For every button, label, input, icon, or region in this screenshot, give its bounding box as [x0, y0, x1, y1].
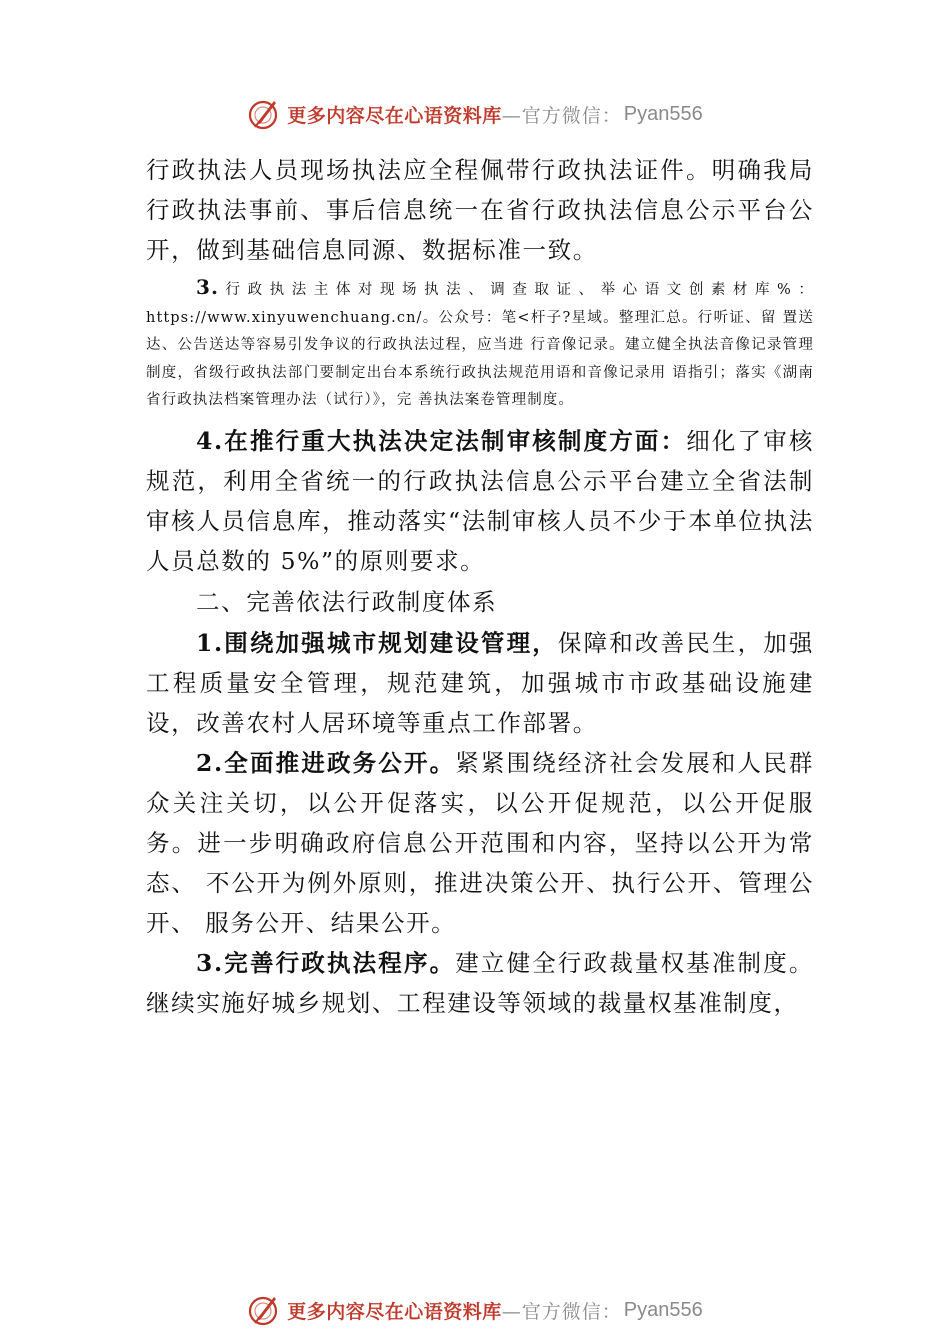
paragraph-3-lead: 4.在推行重大执法决定法制审核制度方面： [196, 426, 687, 455]
paragraph-1: 行政执法人员现场执法应全程佩带行政执法证件。明确我局行政执法事前、事后信息统一在省行政执法信息公示平台公开，做到基础信息同源、数据标准一致。 [146, 156, 814, 264]
document-body [146, 150, 814, 1023]
banner-account: Pyan556 [623, 102, 703, 125]
paragraph-5-text: 紧紧围绕经济社会发展和人民群众关注关切，以公开促落实，以公开促规范，以公开促服务。进一步明确政府信息公开范围和内容，坚持以公开为常态、 不公开为例外原则，推进决策公开、执行公开、管理公开、 服务公开、结果公开。 [146, 748, 814, 937]
paragraph-4 [146, 623, 814, 743]
quill-logo-icon [247, 1293, 281, 1327]
paragraph-6 [146, 943, 814, 1023]
banner-wechat-label: —官方微信： [501, 1300, 622, 1323]
paragraph-4-text: 保障和改善民生，加强工程质量安全管理，规范建筑，加强城市市政基础设施建设，改善农村人居环境等重点工作部署。 [146, 628, 814, 737]
banner-wechat-label: —官方微信： [501, 104, 622, 127]
paragraph-6-lead: 3.完善行政执法程序。 [196, 948, 456, 977]
paragraph-2-text: 行政执法主体对现场执法、调查取证、举心语文创素材库%：https://www.xinyuwenchuang.cn/。公众号：笔<杆子?星域。整理汇总。行听证、留 置送达、公告送达等容易引发争议的行政执法过程，应当进 行音像记录。建立健全执法音像记录管理制度，省级行政执法部门要制定出台本系统行政执法规范用语和音像记录用 语指引；落实《湖南省行政执法档案管理办法（试行）》，完 善执法案卷管理制度。 [146, 282, 814, 408]
header-banner [0, 94, 950, 134]
paragraph-5-lead: 2.全面推进政务公开。 [196, 748, 456, 777]
banner-account: Pyan556 [623, 1298, 703, 1321]
paragraph-3-text: 细化了审核规范，利用全省统一的行政执法信息公示平台建立全省法制审核人员信息库，推动落实“法制审核人员不少于本单位执法人员总数的 5%”的原则要求。 [146, 426, 814, 575]
paragraph-2 [146, 274, 814, 415]
quill-logo-icon [247, 97, 281, 131]
paragraph-6-text: 建立健全行政裁量权基准制度。继续实施好城乡规划、工程建设等领域的裁量权基准制度， [146, 948, 814, 1017]
banner-title: 更多内容尽在心语资料库 [287, 104, 502, 127]
paragraph-4-lead: 1.围绕加强城市规划建设管理， [196, 628, 558, 657]
footer-banner [0, 1290, 950, 1330]
banner-title: 更多内容尽在心语资料库 [287, 1300, 502, 1323]
paragraph-2-number: 3. [196, 275, 220, 299]
section-heading: 二、完善依法行政制度体系 [196, 587, 498, 616]
paragraph-5 [146, 743, 814, 943]
paragraph-3 [146, 421, 814, 581]
